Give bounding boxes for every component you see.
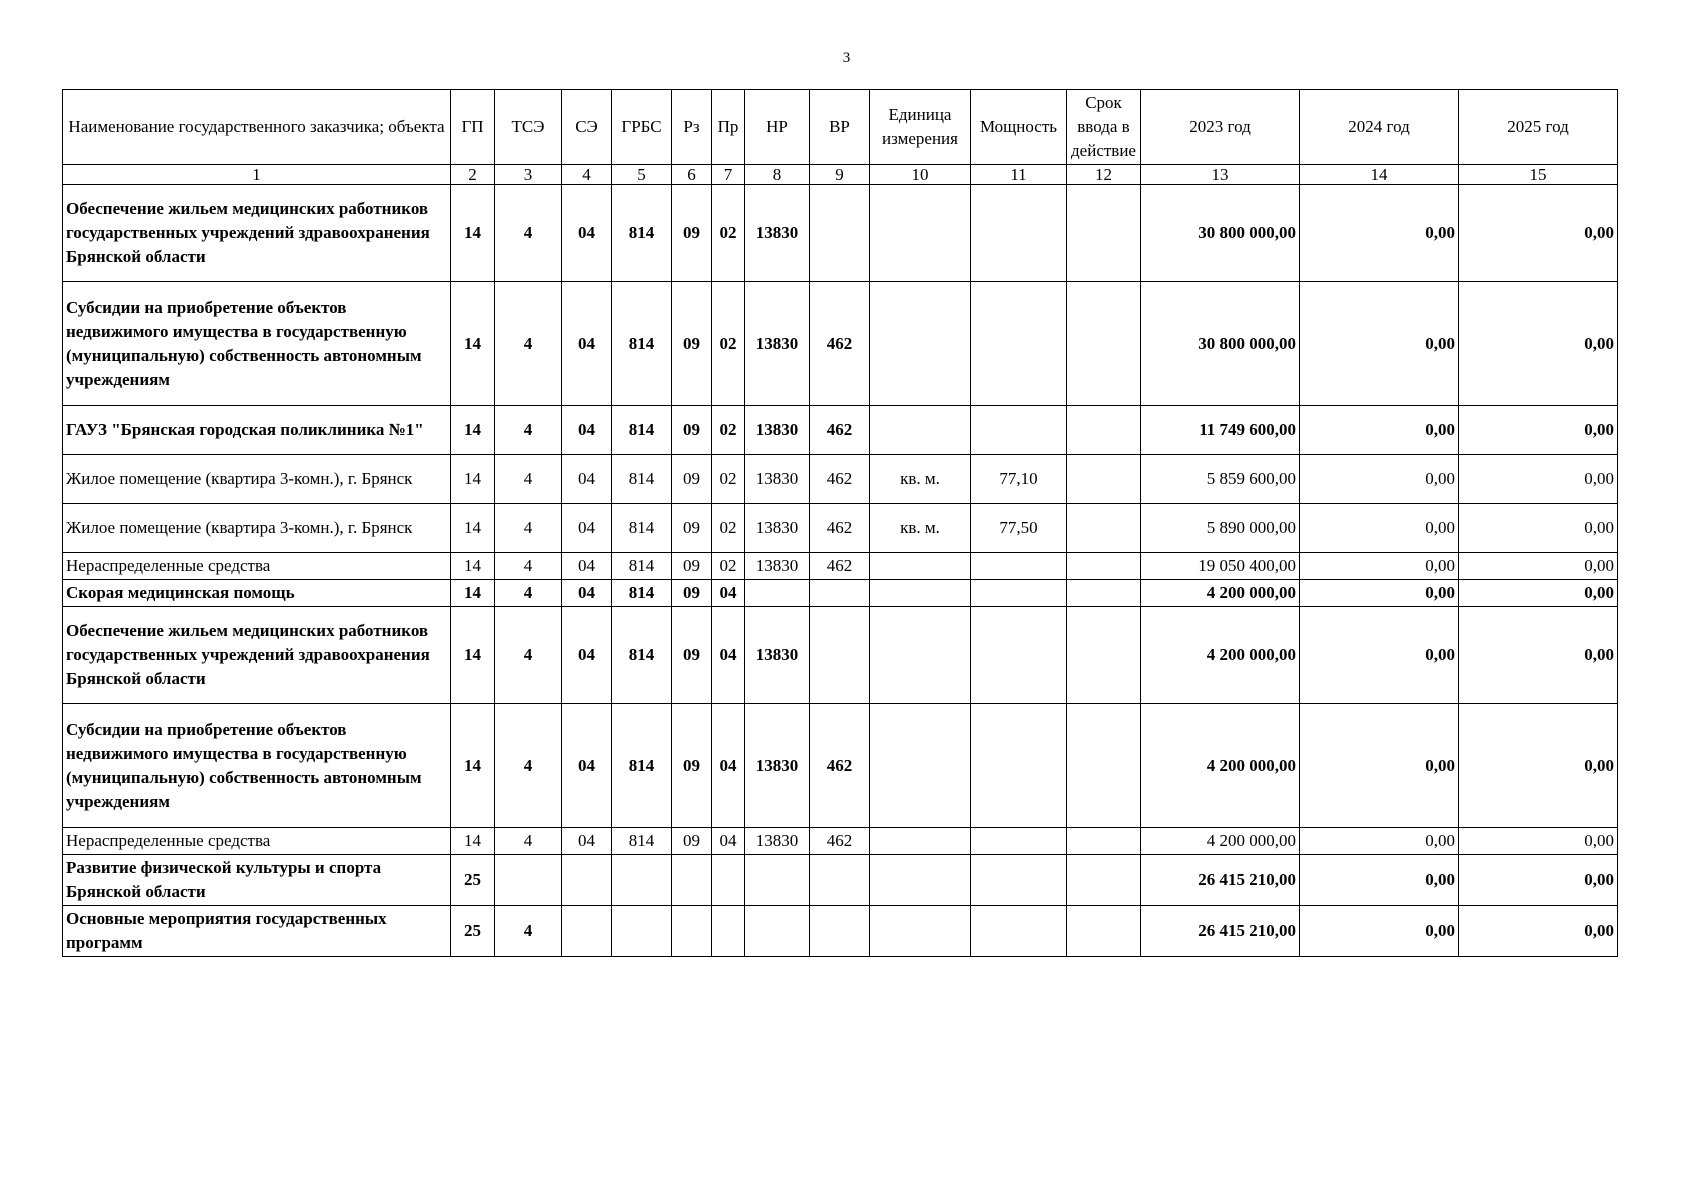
budget-table (62, 89, 1618, 957)
amount-2024-cell: 0,00 (1300, 455, 1459, 504)
amount-2024-cell: 0,00 (1300, 607, 1459, 704)
grbs-code-cell: 814 (612, 185, 672, 282)
header-cell: 2025 год (1459, 90, 1618, 165)
tse-code-cell: 4 (495, 504, 562, 553)
amount-2023-cell: 5 859 600,00 (1141, 455, 1300, 504)
gp-code-cell: 25 (451, 855, 495, 906)
commission-date-cell (1067, 580, 1141, 607)
amount-2025-cell: 0,00 (1459, 282, 1618, 406)
unit-cell (870, 185, 971, 282)
pr-code-cell: 04 (712, 704, 745, 828)
rz-code-cell: 09 (672, 553, 712, 580)
amount-2023-cell: 4 200 000,00 (1141, 828, 1300, 855)
pr-code-cell: 02 (712, 406, 745, 455)
object-name-cell: Обеспечение жильем медицинских работников государственных учреждений здравоохранения Брянской области (63, 607, 451, 704)
pr-code-cell: 04 (712, 607, 745, 704)
amount-2023-cell: 30 800 000,00 (1141, 185, 1300, 282)
se-code-cell: 04 (562, 704, 612, 828)
tse-code-cell: 4 (495, 906, 562, 957)
rz-code-cell: 09 (672, 704, 712, 828)
table-row (63, 855, 1618, 906)
commission-date-cell (1067, 282, 1141, 406)
header-cell: Мощность (971, 90, 1067, 165)
unit-cell (870, 406, 971, 455)
grbs-code-cell: 814 (612, 553, 672, 580)
table-row (63, 704, 1618, 828)
rz-code-cell (672, 855, 712, 906)
amount-2025-cell: 0,00 (1459, 607, 1618, 704)
column-number: 8 (745, 165, 810, 185)
table-row (63, 406, 1618, 455)
column-number-row (63, 165, 1618, 185)
column-number: 4 (562, 165, 612, 185)
gp-code-cell: 14 (451, 828, 495, 855)
rz-code-cell (672, 906, 712, 957)
nr-code-cell: 13830 (745, 828, 810, 855)
page-number: 3 (842, 50, 851, 66)
pr-code-cell: 02 (712, 504, 745, 553)
unit-cell (870, 553, 971, 580)
pr-code-cell: 02 (712, 282, 745, 406)
amount-2023-cell: 26 415 210,00 (1141, 906, 1300, 957)
amount-2025-cell: 0,00 (1459, 504, 1618, 553)
grbs-code-cell: 814 (612, 828, 672, 855)
nr-code-cell: 13830 (745, 553, 810, 580)
capacity-cell (971, 704, 1067, 828)
column-number: 5 (612, 165, 672, 185)
header-cell: СЭ (562, 90, 612, 165)
table-row (63, 580, 1618, 607)
vr-code-cell: 462 (810, 828, 870, 855)
unit-cell (870, 282, 971, 406)
grbs-code-cell: 814 (612, 504, 672, 553)
gp-code-cell: 14 (451, 607, 495, 704)
amount-2024-cell: 0,00 (1300, 553, 1459, 580)
se-code-cell: 04 (562, 406, 612, 455)
amount-2024-cell: 0,00 (1300, 282, 1459, 406)
unit-cell (870, 906, 971, 957)
nr-code-cell: 13830 (745, 607, 810, 704)
amount-2023-cell: 4 200 000,00 (1141, 580, 1300, 607)
vr-code-cell: 462 (810, 282, 870, 406)
amount-2024-cell: 0,00 (1300, 406, 1459, 455)
nr-code-cell: 13830 (745, 282, 810, 406)
grbs-code-cell: 814 (612, 607, 672, 704)
header-cell: ГП (451, 90, 495, 165)
rz-code-cell: 09 (672, 828, 712, 855)
header-cell: 2023 год (1141, 90, 1300, 165)
amount-2025-cell: 0,00 (1459, 580, 1618, 607)
nr-code-cell: 13830 (745, 704, 810, 828)
se-code-cell (562, 906, 612, 957)
pr-code-cell: 02 (712, 185, 745, 282)
object-name-cell: Жилое помещение (квартира 3-комн.), г. Брянск (63, 504, 451, 553)
amount-2024-cell: 0,00 (1300, 580, 1459, 607)
tse-code-cell: 4 (495, 185, 562, 282)
amount-2023-cell: 4 200 000,00 (1141, 607, 1300, 704)
object-name-cell: Субсидии на приобретение объектов недвижимого имущества в государственную (муниципальную) собственность автономным учреждениям (63, 704, 451, 828)
header-cell: НР (745, 90, 810, 165)
rz-code-cell: 09 (672, 504, 712, 553)
header-cell: ТСЭ (495, 90, 562, 165)
tse-code-cell: 4 (495, 828, 562, 855)
column-number: 1 (63, 165, 451, 185)
header-cell: Срок ввода в действие (1067, 90, 1141, 165)
nr-code-cell: 13830 (745, 185, 810, 282)
commission-date-cell (1067, 455, 1141, 504)
tse-code-cell: 4 (495, 553, 562, 580)
nr-code-cell: 13830 (745, 406, 810, 455)
table-row (63, 607, 1618, 704)
pr-code-cell (712, 906, 745, 957)
capacity-cell (971, 406, 1067, 455)
unit-cell (870, 580, 971, 607)
grbs-code-cell: 814 (612, 455, 672, 504)
amount-2023-cell: 26 415 210,00 (1141, 855, 1300, 906)
rz-code-cell: 09 (672, 406, 712, 455)
capacity-cell (971, 282, 1067, 406)
vr-code-cell (810, 580, 870, 607)
gp-code-cell: 14 (451, 704, 495, 828)
capacity-cell (971, 828, 1067, 855)
table-row (63, 504, 1618, 553)
commission-date-cell (1067, 607, 1141, 704)
pr-code-cell (712, 855, 745, 906)
nr-code-cell (745, 580, 810, 607)
amount-2023-cell: 11 749 600,00 (1141, 406, 1300, 455)
amount-2025-cell: 0,00 (1459, 455, 1618, 504)
amount-2023-cell: 5 890 000,00 (1141, 504, 1300, 553)
amount-2024-cell: 0,00 (1300, 906, 1459, 957)
unit-cell: кв. м. (870, 504, 971, 553)
table-body (63, 185, 1618, 957)
unit-cell (870, 828, 971, 855)
rz-code-cell: 09 (672, 580, 712, 607)
object-name-cell: Развитие физической культуры и спорта Брянской области (63, 855, 451, 906)
vr-code-cell: 462 (810, 504, 870, 553)
pr-code-cell: 02 (712, 553, 745, 580)
nr-code-cell (745, 906, 810, 957)
capacity-cell: 77,10 (971, 455, 1067, 504)
vr-code-cell (810, 607, 870, 704)
amount-2025-cell: 0,00 (1459, 828, 1618, 855)
object-name-cell: Скорая медицинская помощь (63, 580, 451, 607)
column-number: 3 (495, 165, 562, 185)
capacity-cell (971, 906, 1067, 957)
object-name-cell: ГАУЗ "Брянская городская поликлиника №1" (63, 406, 451, 455)
commission-date-cell (1067, 855, 1141, 906)
vr-code-cell (810, 855, 870, 906)
nr-code-cell: 13830 (745, 504, 810, 553)
gp-code-cell: 14 (451, 406, 495, 455)
tse-code-cell: 4 (495, 406, 562, 455)
gp-code-cell: 14 (451, 455, 495, 504)
amount-2025-cell: 0,00 (1459, 704, 1618, 828)
gp-code-cell: 14 (451, 580, 495, 607)
tse-code-cell (495, 855, 562, 906)
tse-code-cell: 4 (495, 282, 562, 406)
column-number: 14 (1300, 165, 1459, 185)
amount-2024-cell: 0,00 (1300, 855, 1459, 906)
rz-code-cell: 09 (672, 185, 712, 282)
object-name-cell: Обеспечение жильем медицинских работников государственных учреждений здравоохранения Брянской области (63, 185, 451, 282)
column-number: 7 (712, 165, 745, 185)
amount-2025-cell: 0,00 (1459, 553, 1618, 580)
se-code-cell: 04 (562, 553, 612, 580)
vr-code-cell: 462 (810, 704, 870, 828)
column-number: 6 (672, 165, 712, 185)
se-code-cell: 04 (562, 455, 612, 504)
vr-code-cell: 462 (810, 406, 870, 455)
object-name-cell: Субсидии на приобретение объектов недвижимого имущества в государственную (муниципальную) собственность автономным учреждениям (63, 282, 451, 406)
nr-code-cell: 13830 (745, 455, 810, 504)
unit-cell (870, 607, 971, 704)
header-cell: ВР (810, 90, 870, 165)
column-number: 12 (1067, 165, 1141, 185)
commission-date-cell (1067, 906, 1141, 957)
grbs-code-cell (612, 855, 672, 906)
amount-2024-cell: 0,00 (1300, 704, 1459, 828)
capacity-cell (971, 855, 1067, 906)
header-cell: Рз (672, 90, 712, 165)
grbs-code-cell: 814 (612, 282, 672, 406)
tse-code-cell: 4 (495, 607, 562, 704)
header-cell: 2024 год (1300, 90, 1459, 165)
tse-code-cell: 4 (495, 704, 562, 828)
capacity-cell (971, 553, 1067, 580)
unit-cell: кв. м. (870, 455, 971, 504)
table-row (63, 906, 1618, 957)
table-row (63, 553, 1618, 580)
commission-date-cell (1067, 504, 1141, 553)
amount-2024-cell: 0,00 (1300, 504, 1459, 553)
se-code-cell: 04 (562, 828, 612, 855)
unit-cell (870, 704, 971, 828)
commission-date-cell (1067, 185, 1141, 282)
se-code-cell: 04 (562, 282, 612, 406)
se-code-cell: 04 (562, 504, 612, 553)
column-number: 10 (870, 165, 971, 185)
table-row (63, 828, 1618, 855)
gp-code-cell: 14 (451, 504, 495, 553)
rz-code-cell: 09 (672, 282, 712, 406)
capacity-cell (971, 607, 1067, 704)
se-code-cell (562, 855, 612, 906)
commission-date-cell (1067, 828, 1141, 855)
object-name-cell: Нераспределенные средства (63, 553, 451, 580)
pr-code-cell: 02 (712, 455, 745, 504)
amount-2025-cell: 0,00 (1459, 406, 1618, 455)
grbs-code-cell: 814 (612, 580, 672, 607)
column-number: 2 (451, 165, 495, 185)
amount-2025-cell: 0,00 (1459, 185, 1618, 282)
gp-code-cell: 14 (451, 282, 495, 406)
se-code-cell: 04 (562, 607, 612, 704)
grbs-code-cell (612, 906, 672, 957)
object-name-cell: Жилое помещение (квартира 3-комн.), г. Брянск (63, 455, 451, 504)
capacity-cell (971, 580, 1067, 607)
vr-code-cell (810, 185, 870, 282)
unit-cell (870, 855, 971, 906)
rz-code-cell: 09 (672, 607, 712, 704)
amount-2023-cell: 4 200 000,00 (1141, 704, 1300, 828)
capacity-cell: 77,50 (971, 504, 1067, 553)
commission-date-cell (1067, 406, 1141, 455)
column-number: 13 (1141, 165, 1300, 185)
tse-code-cell: 4 (495, 580, 562, 607)
gp-code-cell: 14 (451, 553, 495, 580)
amount-2023-cell: 30 800 000,00 (1141, 282, 1300, 406)
header-cell: ГРБС (612, 90, 672, 165)
pr-code-cell: 04 (712, 580, 745, 607)
vr-code-cell: 462 (810, 553, 870, 580)
column-number: 9 (810, 165, 870, 185)
object-name-cell: Основные мероприятия государственных программ (63, 906, 451, 957)
column-number: 15 (1459, 165, 1618, 185)
vr-code-cell (810, 906, 870, 957)
nr-code-cell (745, 855, 810, 906)
amount-2023-cell: 19 050 400,00 (1141, 553, 1300, 580)
header-cell: Наименование государственного заказчика; объекта (63, 90, 451, 165)
column-number: 11 (971, 165, 1067, 185)
gp-code-cell: 14 (451, 185, 495, 282)
gp-code-cell: 25 (451, 906, 495, 957)
header-row (63, 90, 1618, 165)
tse-code-cell: 4 (495, 455, 562, 504)
capacity-cell (971, 185, 1067, 282)
object-name-cell: Нераспределенные средства (63, 828, 451, 855)
header-cell: Пр (712, 90, 745, 165)
grbs-code-cell: 814 (612, 406, 672, 455)
amount-2024-cell: 0,00 (1300, 185, 1459, 282)
amount-2024-cell: 0,00 (1300, 828, 1459, 855)
commission-date-cell (1067, 553, 1141, 580)
commission-date-cell (1067, 704, 1141, 828)
table-row (63, 282, 1618, 406)
se-code-cell: 04 (562, 580, 612, 607)
se-code-cell: 04 (562, 185, 612, 282)
header-cell: Единица измерения (870, 90, 971, 165)
pr-code-cell: 04 (712, 828, 745, 855)
amount-2025-cell: 0,00 (1459, 906, 1618, 957)
amount-2025-cell: 0,00 (1459, 855, 1618, 906)
grbs-code-cell: 814 (612, 704, 672, 828)
vr-code-cell: 462 (810, 455, 870, 504)
rz-code-cell: 09 (672, 455, 712, 504)
table-row (63, 185, 1618, 282)
table-row (63, 455, 1618, 504)
